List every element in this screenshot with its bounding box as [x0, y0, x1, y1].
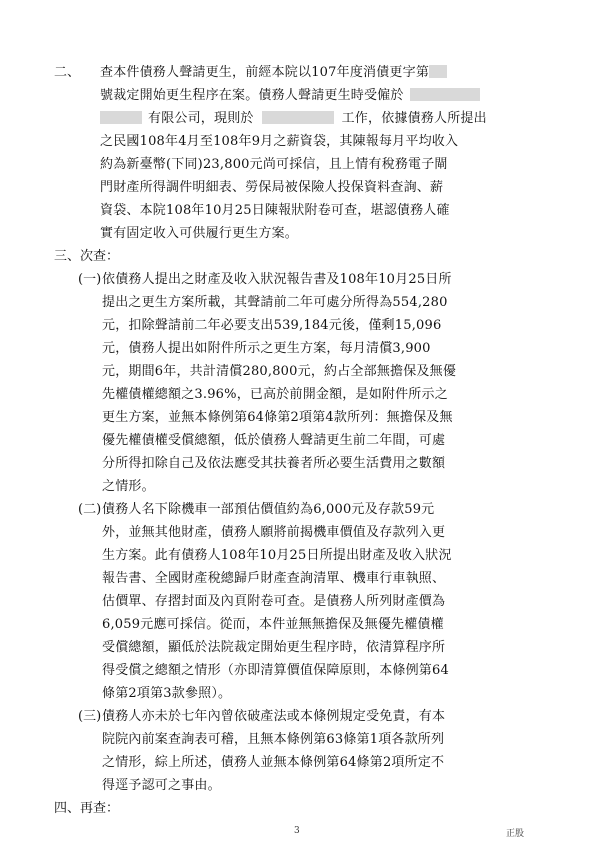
item-2-marker: (二): [78, 502, 102, 517]
item-1-marker: (一): [78, 272, 102, 287]
redaction-box: [262, 111, 334, 124]
section-2-line-5: 約為新臺幣(下同)23,800元尚可採信，且上情有稅務電子閘: [100, 157, 448, 172]
item-1-line-3: 元，扣除聲請前二年必要支出539,184元後，僅剩15,096: [102, 318, 442, 333]
section-2-line-3: 有限公司，現則於 工作，依據債務人所提出: [100, 109, 487, 129]
section-2-line-2: 號裁定開始更生程序在案。債務人聲請更生時受僱於: [100, 86, 480, 106]
item-2-line-5: 估價單、存摺封面及內頁附卷可查。是債務人所列財產價為: [102, 594, 446, 609]
item-2-line-7: 受償總額，顯低於法院裁定開始更生程序時，依清算程序所: [102, 640, 446, 655]
item-1-line-6: 先權債權總額之3.96%，已高於前開金額，是如附件所示之: [102, 387, 448, 402]
item-3-line-1: 債務人亦未於七年內曾依破產法或本條例規定受免責，有本: [102, 709, 446, 724]
item-1-line-1: 依債務人提出之財產及收入狀況報告書及108年10月25日所: [102, 272, 452, 287]
section-4-heading: 四、再查：: [54, 801, 120, 816]
item-1-line-8: 優先權債權受償總額，低於債務人聲請更生前二年間，可處: [102, 433, 446, 448]
item-2-line-1: 債務人名下除機車一部預估價值約為6,000元及存款59元: [102, 502, 435, 517]
item-3-marker: (三): [78, 709, 102, 724]
item-2-line-3: 生方案。此有債務人108年10月25日所提出財產及收入狀況: [102, 548, 452, 563]
item-2-line-8: 得受償之總額之情形（亦即清算價值保障原則，本條例第64: [102, 663, 449, 678]
item-1-line-4: 元，債務人提出如附件所示之更生方案，每月清償3,900: [102, 341, 431, 356]
item-3-line-2: 院院內前案查詢表可稽，且無本條例第63條第1項各款所列: [102, 732, 445, 747]
redaction-box: [429, 65, 447, 78]
section-2-line-6: 門財產所得調件明細表、勞保局被保險人投保資料查詢、薪: [100, 180, 444, 195]
item-1-line-5: 元，期間6年，共計清償280,800元，約占全部無擔保及無優: [102, 364, 457, 379]
item-1-line-9: 分所得扣除自己及依法應受其扶養者所必要生活費用之數額: [102, 456, 446, 471]
redaction-box: [410, 88, 480, 101]
section-2-line-7: 資袋、本院108年10月25日陳報狀附卷可查，堪認債務人確: [100, 203, 450, 218]
item-2-line-4: 報告書、全國財產稅總歸戶財產查詢清單、機車行車執照、: [102, 571, 446, 586]
item-1-line-7: 更生方案，並無本條例第64條第2項第4款所列：無擔保及無: [102, 410, 453, 425]
redaction-box: [100, 111, 142, 124]
section-2-line-4: 之民國108年4月至108年9月之薪資袋，其陳報每月平均收入: [100, 134, 459, 149]
item-1-line-10: 之情形。: [102, 479, 155, 494]
item-2-line-9: 條第2項第3款參照）。: [102, 686, 232, 701]
section-2-heading: 二、: [54, 65, 81, 80]
item-2-line-6: 6,059元應可採信。從而，本件並無無擔保及無優先權債權: [102, 617, 444, 632]
footer-stamp: 正股: [506, 829, 525, 839]
page-number: 3: [294, 826, 300, 836]
section-3-heading: 三、次查：: [54, 249, 120, 264]
section-2-line-8: 實有固定收入可供履行更生方案。: [100, 226, 299, 241]
item-3-line-4: 得逕予認可之事由。: [102, 778, 221, 793]
item-1-line-2: 提出之更生方案所載，其聲請前二年可處分所得為554,280: [102, 295, 448, 310]
item-2-line-2: 外，並無其他財產，債務人願將前揭機車價值及存款列入更: [102, 525, 446, 540]
section-2-line-1: 查本件債務人聲請更生，前經本院以107年度消債更字第: [100, 63, 447, 83]
item-3-line-3: 之情形，綜上所述，債務人並無本條例第64條第2項所定不: [102, 755, 445, 770]
